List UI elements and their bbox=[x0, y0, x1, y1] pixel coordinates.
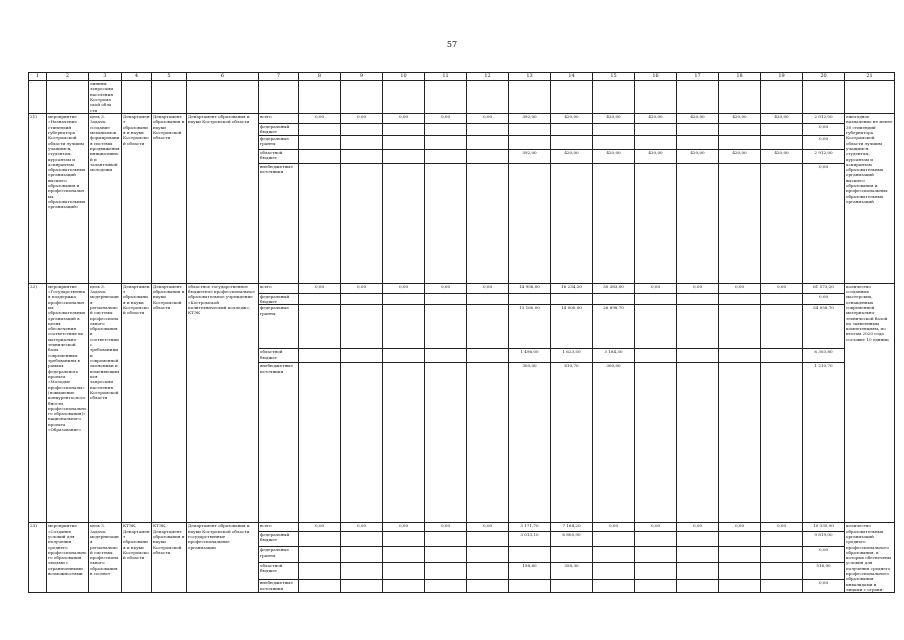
amount-cell bbox=[635, 532, 677, 547]
column-header: 15 bbox=[593, 73, 635, 81]
column-header: 1 bbox=[29, 73, 47, 81]
amount-cell bbox=[635, 293, 677, 305]
amount-cell bbox=[593, 293, 635, 305]
funding-source: областной бюджет bbox=[259, 149, 299, 163]
column-header: 16 bbox=[635, 73, 677, 81]
amount-cell bbox=[635, 363, 677, 523]
amount-cell bbox=[761, 363, 803, 523]
amount-cell bbox=[551, 124, 593, 136]
amount-cell: 392,00 bbox=[509, 149, 551, 163]
amount-cell: 0,00 bbox=[299, 114, 341, 124]
amount-cell bbox=[425, 580, 467, 593]
amount-cell: 0,00 bbox=[383, 114, 425, 124]
amount-cell bbox=[299, 149, 341, 163]
amount-cell bbox=[719, 580, 761, 593]
amount-cell bbox=[635, 305, 677, 349]
amount-cell: 6 805,90 bbox=[551, 532, 593, 547]
amount-cell: 2 912,00 bbox=[803, 114, 845, 124]
empty-cell bbox=[803, 81, 845, 114]
column-header: 19 bbox=[761, 73, 803, 81]
funding-source: федеральные гранты bbox=[259, 135, 299, 149]
amount-cell bbox=[467, 163, 509, 283]
amount-cell: 420,00 bbox=[551, 114, 593, 124]
amount-cell bbox=[467, 363, 509, 523]
amount-cell: 0,00 bbox=[425, 283, 467, 293]
amount-cell bbox=[551, 163, 593, 283]
amount-cell bbox=[425, 562, 467, 580]
amount-cell: 392,00 bbox=[509, 114, 551, 124]
column-header: 3 bbox=[89, 73, 122, 81]
amount-cell bbox=[509, 135, 551, 149]
amount-cell bbox=[677, 349, 719, 363]
column-header: 20 bbox=[803, 73, 845, 81]
continuation-task-text: линиям запросами населения Кострома ской обла сти bbox=[89, 81, 122, 114]
amount-cell bbox=[383, 532, 425, 547]
empty-cell bbox=[187, 81, 259, 114]
amount-cell: 26 898,70 bbox=[593, 305, 635, 349]
funding-source: всего bbox=[259, 283, 299, 293]
amount-cell bbox=[635, 547, 677, 562]
amount-cell bbox=[299, 363, 341, 523]
amount-cell bbox=[341, 124, 383, 136]
amount-cell bbox=[677, 532, 719, 547]
amount-cell: 0,00 bbox=[383, 523, 425, 532]
amount-cell: 0,00 bbox=[719, 283, 761, 293]
amount-cell: 358,30 bbox=[551, 562, 593, 580]
amount-cell bbox=[677, 124, 719, 136]
funding-source: областной бюджет bbox=[259, 349, 299, 363]
column-header: 9 bbox=[341, 73, 383, 81]
amount-cell bbox=[761, 562, 803, 580]
amount-cell bbox=[467, 547, 509, 562]
amount-cell bbox=[719, 293, 761, 305]
funding-source: областной бюджет bbox=[259, 562, 299, 580]
amount-cell: 0,00 bbox=[803, 163, 845, 283]
amount-cell: 61 573,20 bbox=[803, 283, 845, 293]
amount-cell bbox=[719, 163, 761, 283]
amount-cell bbox=[593, 580, 635, 593]
amount-cell bbox=[677, 135, 719, 149]
column-header: 7 bbox=[259, 73, 299, 81]
amount-cell: 0,00 bbox=[803, 293, 845, 305]
amount-cell bbox=[299, 532, 341, 547]
empty-cell bbox=[152, 81, 187, 114]
amount-cell bbox=[467, 293, 509, 305]
amount-cell: 1 496,00 bbox=[509, 349, 551, 363]
amount-cell bbox=[467, 532, 509, 547]
amount-cell bbox=[383, 562, 425, 580]
amount-cell bbox=[383, 293, 425, 305]
amount-cell: 0,00 bbox=[299, 523, 341, 532]
empty-cell bbox=[761, 81, 803, 114]
amount-cell bbox=[677, 580, 719, 593]
funding-source: всего bbox=[259, 114, 299, 124]
funding-source: внебюджетные источники bbox=[259, 363, 299, 523]
amount-cell bbox=[299, 349, 341, 363]
amount-cell: 0,00 bbox=[761, 523, 803, 532]
empty-cell bbox=[593, 81, 635, 114]
amount-cell bbox=[299, 562, 341, 580]
amount-cell bbox=[635, 163, 677, 283]
amount-cell: 13 160,00 bbox=[509, 305, 551, 349]
amount-cell bbox=[383, 149, 425, 163]
amount-cell bbox=[425, 547, 467, 562]
amount-cell bbox=[635, 135, 677, 149]
amount-cell bbox=[341, 135, 383, 149]
amount-cell: 16 234,20 bbox=[551, 283, 593, 293]
budget-table bbox=[28, 72, 895, 593]
amount-cell: 610,70 bbox=[551, 363, 593, 523]
amount-cell: 420,00 bbox=[677, 149, 719, 163]
amount-cell: 1 210,70 bbox=[803, 363, 845, 523]
column-header: 2 bbox=[47, 73, 89, 81]
column-header: 12 bbox=[467, 73, 509, 81]
amount-cell: 10 335,90 bbox=[803, 523, 845, 532]
amount-cell bbox=[593, 124, 635, 136]
responsible-org: КТЭК, Департамент образования и науки Костромской области bbox=[122, 523, 152, 593]
responsible-org: Департамент образования и науки Костромской области bbox=[122, 114, 152, 284]
empty-cell bbox=[425, 81, 467, 114]
amount-cell: 14 000,00 bbox=[551, 305, 593, 349]
amount-cell: 420,00 bbox=[593, 149, 635, 163]
amount-cell: 158,60 bbox=[509, 562, 551, 580]
measure-name: мероприятие «Создание условий для получения среднего профессионального образования людьми с ограниченными возможностями bbox=[47, 523, 89, 593]
amount-cell: 6 303,80 bbox=[803, 349, 845, 363]
responsible-org: Департамент образования и науки Костромской области bbox=[122, 283, 152, 523]
column-header: 6 bbox=[187, 73, 259, 81]
amount-cell: 0,00 bbox=[467, 523, 509, 532]
amount-cell: 0,00 bbox=[635, 523, 677, 532]
amount-cell bbox=[383, 349, 425, 363]
amount-cell: 0,00 bbox=[761, 283, 803, 293]
amount-cell bbox=[383, 305, 425, 349]
amount-cell bbox=[341, 163, 383, 283]
measure-name: мероприятие «Назначение стипендий губернатора Костромской области лучшим учащимся, студентам, курсантам и аспирантам образовательных организаций высшего образования и профессиональных образовательных организаций» bbox=[47, 114, 89, 284]
amount-cell bbox=[383, 547, 425, 562]
amount-cell: 0,00 bbox=[677, 523, 719, 532]
amount-cell bbox=[509, 580, 551, 593]
amount-cell: 3 013,10 bbox=[509, 532, 551, 547]
funding-source: федеральные гранты bbox=[259, 547, 299, 562]
amount-cell bbox=[761, 349, 803, 363]
amount-cell bbox=[341, 562, 383, 580]
amount-cell bbox=[551, 547, 593, 562]
indicator-text: количество созданных мастерских, оснащенных современной материально-технической базой по заявленным компетенциям, по итогам 2020 года составит 10 единиц bbox=[845, 283, 895, 523]
amount-cell bbox=[341, 349, 383, 363]
amount-cell: 0,00 bbox=[803, 135, 845, 149]
amount-cell bbox=[677, 562, 719, 580]
amount-cell bbox=[299, 293, 341, 305]
amount-cell bbox=[761, 163, 803, 283]
amount-cell bbox=[425, 349, 467, 363]
column-header: 14 bbox=[551, 73, 593, 81]
page-number: 57 bbox=[446, 40, 458, 49]
executor-text: Департамент образования и науки Костромской области bbox=[187, 114, 259, 284]
amount-cell bbox=[677, 163, 719, 283]
amount-cell bbox=[719, 562, 761, 580]
amount-cell bbox=[509, 124, 551, 136]
executor-text: областное государственное бюджетное профессиональное образовательное учреждение «Костромской политехнический колледж», КТЭК bbox=[187, 283, 259, 523]
empty-cell bbox=[47, 81, 89, 114]
amount-cell bbox=[761, 532, 803, 547]
indicator-text: ежегодное назначение не менее 30 стипендий губернатора Костромской области лучшим учащимся, студентам, курсантам и аспирантам образовательных организаций высшего образования и профессиональных образовательных организаций bbox=[845, 114, 895, 284]
funding-source: федеральный бюджет bbox=[259, 293, 299, 305]
amount-cell: 420,00 bbox=[593, 114, 635, 124]
amount-cell bbox=[635, 349, 677, 363]
empty-cell bbox=[383, 81, 425, 114]
amount-cell: 420,00 bbox=[719, 114, 761, 124]
amount-cell bbox=[677, 305, 719, 349]
amount-cell bbox=[761, 305, 803, 349]
empty-cell bbox=[635, 81, 677, 114]
amount-cell bbox=[341, 363, 383, 523]
amount-cell bbox=[593, 562, 635, 580]
measure-row bbox=[29, 283, 895, 293]
amount-cell: 516,90 bbox=[803, 562, 845, 580]
amount-cell bbox=[425, 363, 467, 523]
amount-cell bbox=[425, 293, 467, 305]
amount-cell: 0,00 bbox=[341, 114, 383, 124]
executor-text: Департамент образования и науки Костромской области, государственные профессиональные организации bbox=[187, 523, 259, 593]
task-text: цель 3. Задача: модернизация региональной системы профессионального образования в соответ- bbox=[89, 523, 122, 593]
amount-cell bbox=[719, 547, 761, 562]
amount-cell bbox=[551, 293, 593, 305]
amount-cell bbox=[719, 363, 761, 523]
amount-cell bbox=[341, 547, 383, 562]
amount-cell bbox=[761, 135, 803, 149]
amount-cell: 54 058,70 bbox=[803, 305, 845, 349]
amount-cell bbox=[299, 305, 341, 349]
column-header: 8 bbox=[299, 73, 341, 81]
coexecutor-org: КТЭК, Департамент образования и науки Костромской области bbox=[152, 523, 187, 593]
amount-cell: 9 819,00 bbox=[803, 532, 845, 547]
amount-cell: 0,00 bbox=[803, 580, 845, 593]
amount-cell bbox=[635, 124, 677, 136]
amount-cell bbox=[593, 532, 635, 547]
amount-cell bbox=[341, 532, 383, 547]
amount-cell: 0,00 bbox=[593, 523, 635, 532]
amount-cell bbox=[509, 293, 551, 305]
amount-cell bbox=[341, 305, 383, 349]
amount-cell: 0,00 bbox=[803, 547, 845, 562]
amount-cell bbox=[551, 580, 593, 593]
amount-cell: 0,00 bbox=[341, 523, 383, 532]
amount-cell: 0,00 bbox=[341, 283, 383, 293]
amount-cell bbox=[341, 293, 383, 305]
amount-cell bbox=[299, 163, 341, 283]
amount-cell bbox=[425, 124, 467, 136]
amount-cell bbox=[383, 135, 425, 149]
amount-cell bbox=[551, 135, 593, 149]
amount-cell bbox=[719, 124, 761, 136]
measure-row bbox=[29, 523, 895, 532]
amount-cell bbox=[299, 135, 341, 149]
amount-cell bbox=[593, 163, 635, 283]
amount-cell: 2 912,00 bbox=[803, 149, 845, 163]
empty-cell bbox=[122, 81, 152, 114]
amount-cell: 420,00 bbox=[635, 149, 677, 163]
amount-cell bbox=[425, 135, 467, 149]
header-row bbox=[29, 73, 895, 81]
row-number: 22) bbox=[29, 283, 47, 523]
amount-cell: 420,00 bbox=[761, 149, 803, 163]
task-text: цель 3. Задача: создание механизмов формирования системы продвижения инициативной и талантливой молодежи bbox=[89, 114, 122, 284]
amount-cell bbox=[761, 580, 803, 593]
column-header: 4 bbox=[122, 73, 152, 81]
amount-cell bbox=[593, 547, 635, 562]
amount-cell: 300,00 bbox=[509, 363, 551, 523]
amount-cell bbox=[467, 562, 509, 580]
column-header: 5 bbox=[152, 73, 187, 81]
amount-cell bbox=[299, 580, 341, 593]
amount-cell: 0,00 bbox=[719, 523, 761, 532]
amount-cell: 0,00 bbox=[299, 283, 341, 293]
amount-cell: 0,00 bbox=[635, 283, 677, 293]
amount-cell: 30 383,00 bbox=[593, 283, 635, 293]
funding-source: федеральный бюджет bbox=[259, 532, 299, 547]
amount-cell bbox=[761, 124, 803, 136]
amount-cell bbox=[593, 135, 635, 149]
empty-cell bbox=[845, 81, 895, 114]
funding-source: федеральные гранты bbox=[259, 305, 299, 349]
column-header: 13 bbox=[509, 73, 551, 81]
funding-source: всего bbox=[259, 523, 299, 532]
amount-cell bbox=[299, 547, 341, 562]
amount-cell: 0,00 bbox=[383, 283, 425, 293]
empty-cell bbox=[677, 81, 719, 114]
amount-cell bbox=[509, 547, 551, 562]
amount-cell bbox=[383, 124, 425, 136]
amount-cell: 420,00 bbox=[677, 114, 719, 124]
amount-cell bbox=[719, 349, 761, 363]
amount-cell bbox=[635, 580, 677, 593]
amount-cell: 0,00 bbox=[467, 114, 509, 124]
row-number: 23) bbox=[29, 523, 47, 593]
column-header: 18 bbox=[719, 73, 761, 81]
amount-cell bbox=[425, 532, 467, 547]
task-text: цель 3. Задача: модернизация региональной системы профессионального образования в соответствии с требованиями современной экономики и изменяющимися запросами населения Костромской области bbox=[89, 283, 122, 523]
amount-cell: 0,00 bbox=[677, 283, 719, 293]
amount-cell: 300,00 bbox=[593, 363, 635, 523]
amount-cell bbox=[467, 124, 509, 136]
empty-cell bbox=[719, 81, 761, 114]
amount-cell: 3 171,70 bbox=[509, 523, 551, 532]
amount-cell bbox=[761, 293, 803, 305]
amount-cell bbox=[425, 163, 467, 283]
empty-cell bbox=[341, 81, 383, 114]
empty-cell bbox=[299, 81, 341, 114]
amount-cell bbox=[467, 135, 509, 149]
column-header: 21 bbox=[845, 73, 895, 81]
empty-cell bbox=[29, 81, 47, 114]
amount-cell bbox=[425, 305, 467, 349]
amount-cell: 1 623,50 bbox=[551, 349, 593, 363]
budget-table-sheet bbox=[28, 72, 893, 623]
funding-source: внебюджетные источники bbox=[259, 580, 299, 593]
amount-cell: 0,00 bbox=[425, 114, 467, 124]
column-header: 17 bbox=[677, 73, 719, 81]
empty-cell bbox=[467, 81, 509, 114]
amount-cell bbox=[467, 305, 509, 349]
amount-cell bbox=[425, 149, 467, 163]
amount-cell bbox=[719, 305, 761, 349]
amount-cell: 7 164,20 bbox=[551, 523, 593, 532]
amount-cell bbox=[719, 532, 761, 547]
amount-cell: 420,00 bbox=[761, 114, 803, 124]
measure-row bbox=[29, 114, 895, 124]
column-header: 10 bbox=[383, 73, 425, 81]
amount-cell: 0,00 bbox=[467, 283, 509, 293]
amount-cell: 14 956,00 bbox=[509, 283, 551, 293]
amount-cell: 3 184,30 bbox=[593, 349, 635, 363]
coexecutor-org: Департамент образования и науки Костромской области bbox=[152, 283, 187, 523]
amount-cell bbox=[677, 363, 719, 523]
amount-cell bbox=[467, 149, 509, 163]
amount-cell bbox=[383, 580, 425, 593]
empty-cell bbox=[259, 81, 299, 114]
row-number: 21) bbox=[29, 114, 47, 284]
amount-cell bbox=[635, 562, 677, 580]
indicator-text: количество образовательных организаций среднего профессионального образования, в которых обеспечены условия для получения среднего профессионального образования инвалидами и лицами с ограни- bbox=[845, 523, 895, 593]
amount-cell: 0,00 bbox=[425, 523, 467, 532]
column-header: 11 bbox=[425, 73, 467, 81]
funding-source: внебюджетные источники bbox=[259, 163, 299, 283]
empty-cell bbox=[509, 81, 551, 114]
amount-cell bbox=[509, 163, 551, 283]
amount-cell bbox=[719, 135, 761, 149]
measure-name: мероприятие «Государственная поддержка профессиональных образовательных организаций в целях обеспечения соответствия их материально-технической базы современным требованиям в рамках федерального проекта «Молодые профессионалы» (повышение конкурентоспособности профессионального образования)» национального проекта «Образование» bbox=[47, 283, 89, 523]
amount-cell bbox=[341, 149, 383, 163]
amount-cell bbox=[383, 363, 425, 523]
amount-cell: 420,00 bbox=[635, 114, 677, 124]
amount-cell bbox=[467, 349, 509, 363]
empty-cell bbox=[551, 81, 593, 114]
amount-cell bbox=[677, 547, 719, 562]
amount-cell bbox=[299, 124, 341, 136]
amount-cell bbox=[383, 163, 425, 283]
coexecutor-org: Департамент образования и науки Костромской области bbox=[152, 114, 187, 284]
amount-cell bbox=[761, 547, 803, 562]
funding-source: федеральный бюджет bbox=[259, 124, 299, 136]
amount-cell bbox=[467, 580, 509, 593]
amount-cell: 420,00 bbox=[719, 149, 761, 163]
continuation-row bbox=[29, 81, 895, 114]
amount-cell: 0,00 bbox=[803, 124, 845, 136]
amount-cell: 420,00 bbox=[551, 149, 593, 163]
amount-cell bbox=[341, 580, 383, 593]
amount-cell bbox=[677, 293, 719, 305]
